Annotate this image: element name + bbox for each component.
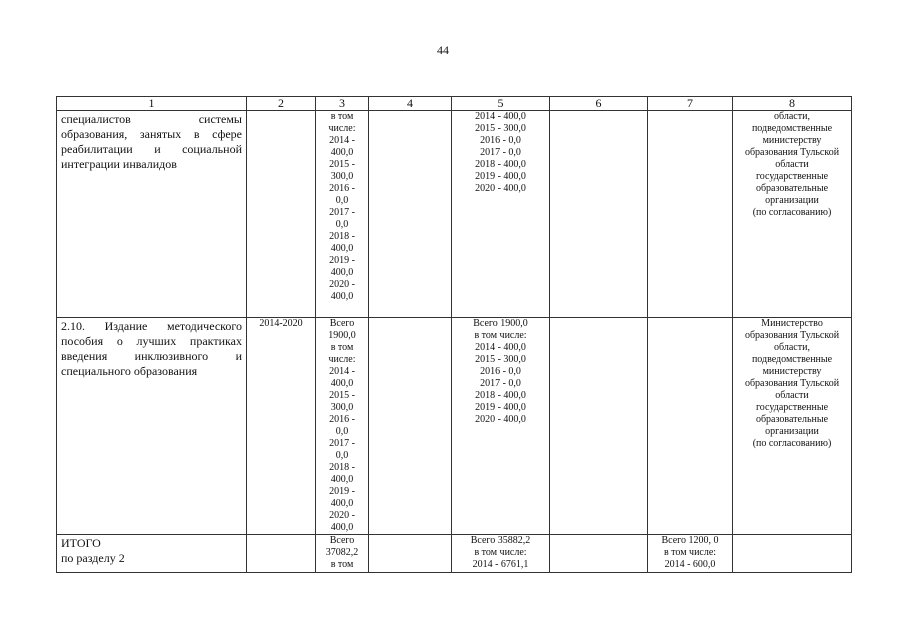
cell-line: 2016 - [329,414,355,425]
column-header-4: 4 [369,97,452,111]
cell-line: 300,0 [330,402,354,413]
cell-col6 [550,111,648,318]
cell-line: государственные [755,171,829,182]
cell-col8 [733,111,852,318]
cell-line: (по согласованию) [752,438,832,449]
cell-line: 2016 - 0,0 [480,366,521,377]
cell-line: министерству [762,135,822,146]
cell-line: 400,0 [330,147,354,158]
program-table [56,96,852,573]
cell-line: 1900,0 [328,330,356,341]
cell-line: 2017 - [329,438,355,449]
cell-col3 [316,535,369,573]
cell-line: 2015 - 300,0 [475,354,526,365]
description-line: специалистов системы [61,112,242,126]
cell-line: 2018 - 400,0 [475,390,526,401]
cell-line: 400,0 [330,498,354,509]
cell-line: 2018 - [329,462,355,473]
cell-line: 2016 - 0,0 [480,135,521,146]
cell-line: 2017 - [329,207,355,218]
description-line: по разделу 2 [61,551,125,565]
cell-line: 2017 - 0,0 [480,378,521,389]
cell-line: Всего [329,535,355,546]
cell-line: 2015 - 300,0 [475,123,526,134]
cell-col5 [452,535,550,573]
cell-line: образовательные [755,414,829,425]
cell-col1 [57,318,247,535]
cell-line: 37082,2 [325,547,359,558]
cell-line: числе: [328,354,356,365]
description-line: образования, занятых в сфере [61,127,242,141]
cell-line: 400,0 [330,378,354,389]
cell-line: области [775,390,809,401]
cell-line: 2015 - [329,159,355,170]
table-row [57,535,852,573]
column-header-2: 2 [247,97,316,111]
cell-line: 2014 - 400,0 [475,342,526,353]
cell-line: подведомственные [751,123,833,134]
description-line: специального образования [61,364,198,378]
cell-line: 400,0 [330,243,354,254]
cell-line: области [775,159,809,170]
cell-line: подведомственные [751,354,833,365]
column-header-1: 1 [57,97,247,111]
cell-line: 2020 - [329,279,355,290]
cell-line: 2018 - 400,0 [475,159,526,170]
cell-line: Министерство [761,318,823,329]
cell-col6 [550,535,648,573]
cell-line: 2019 - 400,0 [475,402,526,413]
cell-line: 2017 - 0,0 [480,147,521,158]
cell-col7 [648,111,733,318]
description-line: интеграции инвалидов [61,157,177,171]
cell-col8 [733,535,852,573]
cell-line: организации [765,195,819,206]
cell-line: образования Тульской [744,147,840,158]
column-header-3: 3 [316,97,369,111]
cell-line: 400,0 [330,474,354,485]
cell-line: министерству [762,366,822,377]
description-line: введения инклюзивного и [61,349,242,363]
cell-col6 [550,318,648,535]
cell-line: Всего 1200, 0 [661,535,719,546]
cell-line: 2019 - [329,486,355,497]
cell-line: 0,0 [335,450,349,461]
cell-line: Всего 1900,0 [473,318,528,329]
description-line: 2.10. Издание методического [61,319,242,333]
description-line: ИТОГО [61,536,101,550]
cell-line: 2014 - 6761,1 [472,559,529,570]
cell-col4 [369,535,452,573]
column-header-7: 7 [648,97,733,111]
description-line: реабилитации и социальной [61,142,242,156]
cell-line: 2020 - [329,510,355,521]
cell-col7 [648,535,733,573]
page-number: 44 [437,43,449,57]
cell-col5 [452,318,550,535]
cell-col4 [369,318,452,535]
cell-line: 2016 - [329,183,355,194]
cell-line: образования Тульской [744,378,840,389]
cell-line: 2014 - 600,0 [664,559,716,570]
cell-line: 2019 - [329,255,355,266]
cell-line: в том [330,559,354,570]
cell-line: 0,0 [335,195,349,206]
cell-col2: 2014-2020 [247,318,316,535]
cell-line: 300,0 [330,171,354,182]
cell-line: 400,0 [330,522,354,533]
cell-line: (по согласованию) [752,207,832,218]
cell-line: государственные [755,402,829,413]
cell-line: 2020 - 400,0 [475,414,526,425]
description-line: пособия о лучших практиках [61,334,242,348]
cell-line: числе: [328,123,356,134]
column-header-8: 8 [733,97,852,111]
table-row [57,318,852,535]
cell-col5 [452,111,550,318]
cell-line: 400,0 [330,267,354,278]
header-row [57,97,852,111]
cell-line: 2014 - 400,0 [475,111,526,122]
cell-line: 0,0 [335,426,349,437]
cell-line: в том [330,342,354,353]
cell-line: 2019 - 400,0 [475,171,526,182]
cell-col7 [648,318,733,535]
cell-col1 [57,111,247,318]
cell-line: 2014 - [329,135,355,146]
cell-col3 [316,318,369,535]
cell-line: в том числе: [474,547,527,558]
column-header-5: 5 [452,97,550,111]
cell-col8 [733,318,852,535]
cell-col3 [316,111,369,318]
cell-line: в том числе: [663,547,717,558]
cell-col1 [57,535,247,573]
cell-line: в том числе: [474,330,527,341]
cell-line: области, [774,342,810,353]
cell-line: 400,0 [330,291,354,302]
cell-col2 [247,111,316,318]
cell-line: области, [774,111,810,122]
cell-line: 0,0 [335,219,349,230]
cell-line: Всего [329,318,355,329]
cell-line: Всего 35882,2 [470,535,531,546]
table-row [57,111,852,318]
cell-line: образования Тульской [744,330,840,341]
cell-line: 2020 - 400,0 [475,183,526,194]
cell-line: образовательные [755,183,829,194]
column-header-6: 6 [550,97,648,111]
cell-col2 [247,535,316,573]
cell-line: 2018 - [329,231,355,242]
cell-col4 [369,111,452,318]
cell-line: 2014 - [329,366,355,377]
cell-line: 2015 - [329,390,355,401]
cell-line: организации [765,426,819,437]
cell-line: в том [330,111,354,122]
